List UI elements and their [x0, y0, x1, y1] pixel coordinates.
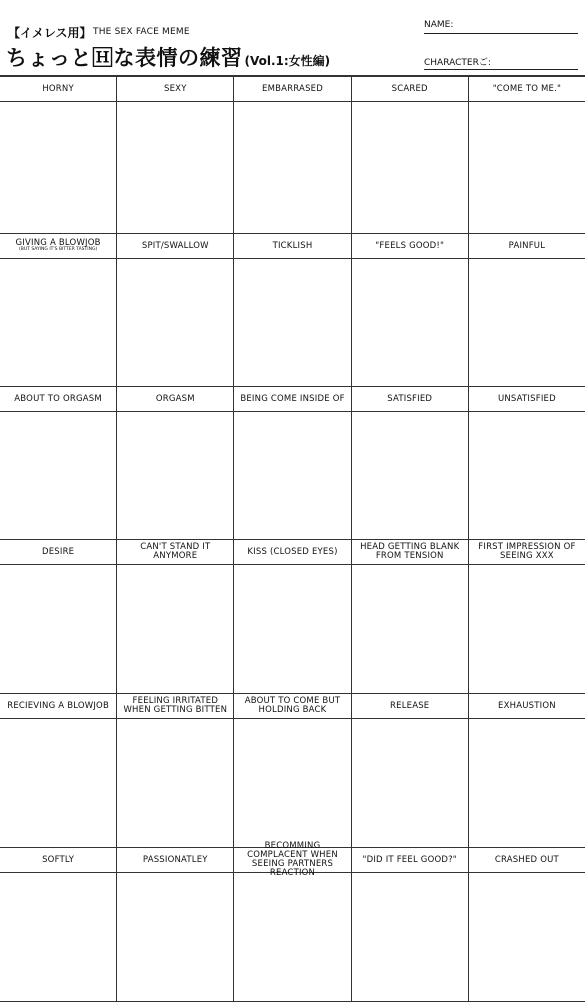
expression-cell	[234, 841, 351, 1001]
expression-cell	[117, 848, 234, 1001]
sheet-tag: 【イメレス用】	[8, 26, 92, 40]
expression-label	[0, 540, 116, 565]
expression-label	[352, 234, 468, 259]
expression-label-text: HORNY	[42, 83, 74, 94]
expression-label-text: ORGASM	[155, 393, 195, 404]
expression-label-text: CAN'T STAND IT ANYMORE	[140, 542, 211, 561]
expression-cell	[117, 694, 234, 847]
expression-label	[117, 540, 233, 565]
drawing-frame[interactable]	[0, 412, 116, 539]
expression-label	[0, 77, 116, 102]
name-field[interactable]	[424, 20, 453, 30]
expression-label-text: SEXY	[164, 83, 187, 94]
expression-label	[352, 387, 468, 412]
drawing-frame[interactable]	[117, 259, 233, 386]
expression-label	[117, 848, 233, 873]
grid-row	[0, 540, 585, 694]
expression-cell	[0, 234, 117, 386]
expression-cell	[117, 77, 234, 233]
expression-label	[469, 540, 585, 565]
drawing-frame[interactable]	[234, 565, 350, 693]
expression-label-text: CRASHED OUT	[494, 854, 559, 865]
expression-label	[352, 694, 468, 719]
expression-cell	[0, 77, 117, 233]
sheet-subtitle: THE SEX FACE MEME	[93, 27, 190, 37]
expression-cell	[469, 77, 585, 233]
character-label: CHARACTERご:	[424, 58, 491, 68]
name-underline	[424, 33, 578, 34]
expression-cell	[117, 540, 234, 693]
expression-label	[469, 234, 585, 259]
expression-cell	[469, 540, 585, 693]
expression-cell	[352, 234, 469, 386]
expression-label	[234, 387, 350, 412]
expression-label-text: PASSIONATLEY	[142, 854, 208, 865]
expression-cell	[352, 387, 469, 539]
expression-label	[352, 848, 468, 873]
drawing-frame[interactable]	[117, 873, 233, 1001]
drawing-frame[interactable]	[117, 565, 233, 693]
expression-label	[117, 694, 233, 719]
drawing-frame[interactable]	[352, 102, 468, 233]
drawing-frame[interactable]	[352, 412, 468, 539]
expression-label	[0, 694, 116, 719]
expression-cell	[469, 234, 585, 386]
grid-row	[0, 77, 585, 234]
character-underline	[424, 69, 578, 70]
expression-label	[469, 694, 585, 719]
drawing-frame[interactable]	[469, 259, 585, 386]
drawing-frame[interactable]	[352, 565, 468, 693]
expression-label-text: KISS (CLOSED EYES)	[247, 546, 338, 557]
expression-label	[117, 77, 233, 102]
sheet-title-group	[6, 42, 330, 72]
sheet-title: ちょっと🄷な表情の練習	[6, 46, 243, 70]
expression-label-text: SOFTLY	[42, 854, 75, 865]
drawing-frame[interactable]	[469, 719, 585, 847]
expression-cell	[234, 540, 351, 693]
expression-label-note: (BUT SAYING IT'S BITTER TASTING)	[19, 247, 98, 253]
expression-label-text: BEING COME INSIDE OF	[240, 393, 345, 404]
expression-label	[469, 387, 585, 412]
expression-cell	[469, 848, 585, 1001]
grid-row	[0, 234, 585, 387]
expression-cell	[234, 234, 351, 386]
expression-cell	[469, 387, 585, 539]
expression-label-text: PAINFUL	[508, 240, 546, 251]
expression-label-text: GIVING A BLOWJOB	[15, 238, 101, 249]
drawing-frame[interactable]	[0, 873, 116, 1001]
expression-label-text: "DID IT FEEL GOOD?"	[362, 854, 457, 865]
drawing-frame[interactable]	[0, 102, 116, 233]
drawing-frame[interactable]	[234, 873, 350, 1001]
expression-label-text: ABOUT TO ORGASM	[14, 393, 102, 404]
sheet-volume: (Vol.1:女性編)	[244, 54, 331, 68]
expression-label	[234, 77, 350, 102]
expression-label	[234, 841, 350, 878]
expression-cell	[352, 77, 469, 233]
drawing-frame[interactable]	[0, 565, 116, 693]
expression-label	[0, 387, 116, 412]
expression-label-text: BECOMMING COMPLACENT WHEN SEEING PARTNERS REACTION	[247, 841, 338, 878]
grid-row	[0, 387, 585, 540]
expression-cell	[352, 540, 469, 693]
drawing-frame[interactable]	[352, 873, 468, 1001]
expression-label-text: SPIT/SWALLOW	[141, 240, 209, 251]
drawing-frame[interactable]	[0, 719, 116, 847]
expression-label-text: TICKLISH	[272, 240, 313, 251]
drawing-frame[interactable]	[117, 719, 233, 847]
drawing-frame[interactable]	[469, 102, 585, 233]
drawing-frame[interactable]	[469, 565, 585, 693]
expression-label-text: HEAD GETTING BLANK FROM TENSION	[360, 542, 460, 561]
drawing-frame[interactable]	[234, 259, 350, 386]
expression-label	[0, 848, 116, 873]
expression-label	[234, 234, 350, 259]
grid-row	[0, 841, 585, 1002]
expression-cell	[0, 540, 117, 693]
expression-label	[469, 848, 585, 873]
expression-label-text: DESIRE	[41, 546, 75, 557]
expression-label	[117, 387, 233, 412]
expression-label-text: FIRST IMPRESSION OF SEEING XXX	[478, 542, 576, 561]
drawing-frame[interactable]	[469, 873, 585, 1001]
expression-label	[0, 234, 116, 259]
expression-label	[352, 77, 468, 102]
expression-label-text: "COME TO ME."	[492, 83, 562, 94]
drawing-frame[interactable]	[117, 412, 233, 539]
expression-label-text: SATISFIED	[387, 393, 433, 404]
expression-cell	[234, 387, 351, 539]
drawing-frame[interactable]	[352, 719, 468, 847]
expression-cell	[117, 387, 234, 539]
grid-row	[0, 694, 585, 848]
expression-cell	[0, 848, 117, 1001]
drawing-frame[interactable]	[234, 102, 350, 233]
expression-label-text: RELEASE	[390, 700, 430, 711]
expression-label	[352, 540, 468, 565]
expression-label-text: UNSATISFIED	[497, 393, 556, 404]
expression-label	[234, 540, 350, 565]
expression-cell	[352, 848, 469, 1001]
expression-label-text: SCARED	[391, 83, 428, 94]
expression-label	[117, 234, 233, 259]
expression-cell	[0, 694, 117, 847]
expression-label-text: "FEELS GOOD!"	[375, 240, 445, 251]
sheet-header	[0, 0, 585, 76]
expression-cell	[0, 387, 117, 539]
expression-cell	[352, 694, 469, 847]
drawing-frame[interactable]	[352, 259, 468, 386]
drawing-frame[interactable]	[234, 719, 350, 847]
drawing-frame[interactable]	[0, 259, 116, 386]
expression-label-text: RECIEVING A BLOWJOB	[7, 700, 109, 711]
expression-cell	[117, 234, 234, 386]
name-label: NAME:	[424, 20, 454, 30]
expression-label-text: FEELING IRRITATED WHEN GETTING BITTEN	[123, 696, 228, 715]
character-field[interactable]	[424, 55, 491, 68]
expression-label-text: EMBARRASED	[262, 83, 323, 94]
expression-label	[234, 694, 350, 719]
expression-cell	[234, 77, 351, 233]
expression-label-text: EXHAUSTION	[498, 700, 556, 711]
expression-grid	[0, 75, 585, 1000]
drawing-frame[interactable]	[469, 412, 585, 539]
expression-cell	[234, 694, 351, 847]
expression-cell	[469, 694, 585, 847]
expression-label	[469, 77, 585, 102]
expression-label-text: ABOUT TO COME BUT HOLDING BACK	[244, 696, 341, 715]
drawing-frame[interactable]	[117, 102, 233, 233]
drawing-frame[interactable]	[234, 412, 350, 539]
